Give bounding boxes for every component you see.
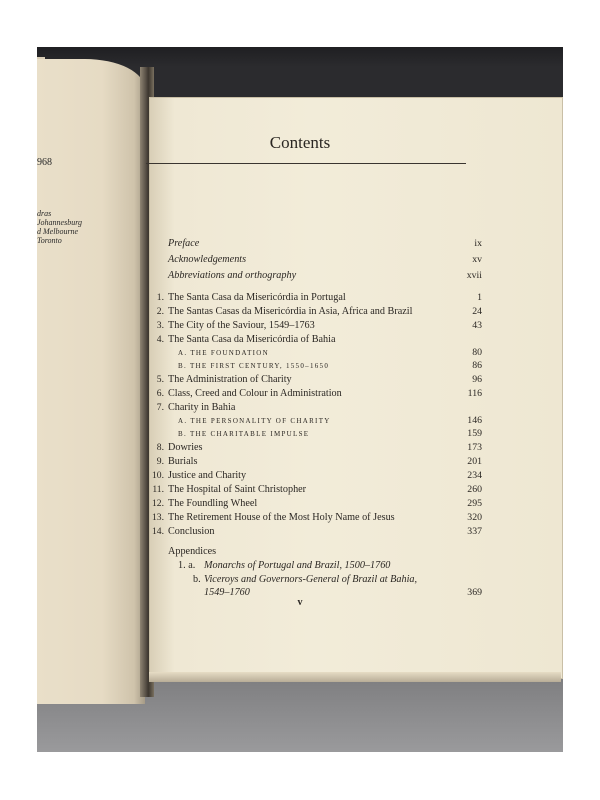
entry-number: 14. xyxy=(152,526,164,537)
entry-number: 4. xyxy=(156,334,164,345)
entry-page: 1 xyxy=(477,292,482,303)
toc-subentry xyxy=(150,428,482,442)
entry-page: xv xyxy=(472,254,482,265)
toc-subentry xyxy=(150,415,482,429)
toc-subentry xyxy=(150,347,482,361)
entry-page: 295 xyxy=(467,498,482,509)
entry-page: 234 xyxy=(467,470,482,481)
toc-entry xyxy=(150,546,482,560)
toc-entry xyxy=(150,442,482,456)
title-rule xyxy=(146,163,466,164)
entry-page: xvii xyxy=(466,270,482,281)
entry-title: Conclusion xyxy=(168,526,215,537)
entry-page: 146 xyxy=(467,415,482,426)
entry-title: Justice and Charity xyxy=(168,470,247,481)
entry-title: Abbreviations and orthography xyxy=(168,270,297,281)
entry-title: The Foundling Wheel xyxy=(168,498,258,509)
entry-title: Charity in Bahia xyxy=(168,402,236,413)
toc-entry xyxy=(150,254,482,268)
entry-title: The Hospital of Saint Christopher xyxy=(168,484,307,495)
entry-title: The Retirement House of the Most Holy Name of Jesus xyxy=(168,512,395,523)
entry-page: 159 xyxy=(467,428,482,439)
entry-number: 12. xyxy=(152,498,164,509)
toc-subentry xyxy=(150,560,482,574)
entry-title: Viceroys and Governors-General of Brazil at Bahia, xyxy=(204,574,418,585)
page-number: v xyxy=(297,597,303,608)
entry-page: 173 xyxy=(467,442,482,453)
toc-entry xyxy=(150,498,482,512)
imprint-line: Toronto xyxy=(37,236,62,245)
toc-entry xyxy=(150,402,482,416)
entry-number: 1. xyxy=(156,292,164,303)
appendices-heading: Appendices xyxy=(168,546,217,557)
toc-entry xyxy=(150,512,482,526)
subentry-title: B. THE CHARITABLE IMPULSE xyxy=(178,430,310,438)
toc-entry xyxy=(150,526,482,540)
subentry-title: B. THE FIRST CENTURY, 1550–1650 xyxy=(178,362,330,370)
entry-number: 7. xyxy=(156,402,164,413)
toc-entry xyxy=(150,292,482,306)
toc-entry xyxy=(150,484,482,498)
entry-title: Acknowledgements xyxy=(168,254,247,265)
imprint-line: Johannesburg xyxy=(37,218,83,227)
entry-page: 369 xyxy=(467,587,482,598)
subentry-title: A. THE PERSONALITY OF CHARITY xyxy=(178,417,331,425)
entry-title: The Administration of Charity xyxy=(168,374,292,385)
entry-page: 260 xyxy=(467,484,482,495)
subentry-title: A. THE FOUNDATION xyxy=(178,349,269,357)
entry-page: 96 xyxy=(472,374,482,385)
toc-entry xyxy=(150,388,482,402)
toc-entry xyxy=(150,456,482,470)
entry-page: 24 xyxy=(472,306,482,317)
entry-number: b. xyxy=(193,574,201,585)
entry-page: 80 xyxy=(472,347,482,358)
entry-page: 116 xyxy=(467,388,482,399)
left-page-year: 968 xyxy=(37,157,52,168)
entry-number: 9. xyxy=(156,456,164,467)
entry-number: 1. a. xyxy=(178,560,196,571)
entry-number: 5. xyxy=(156,374,164,385)
entry-number: 13. xyxy=(152,512,164,523)
entry-number: 3. xyxy=(156,320,164,331)
toc-entry xyxy=(150,320,482,334)
toc-entry xyxy=(150,306,482,320)
entry-page: 86 xyxy=(472,360,482,371)
entry-title: Burials xyxy=(168,456,198,467)
entry-title: The Santa Casa da Misericórdia of Bahia xyxy=(168,334,336,345)
toc-entry xyxy=(150,270,482,284)
imprint-line: d Melbourne xyxy=(37,227,79,236)
entry-number: 10. xyxy=(152,470,164,481)
page-title: Contents xyxy=(269,133,331,152)
entry-page: 337 xyxy=(467,526,482,537)
entry-page: 201 xyxy=(467,456,482,467)
entry-title: Dowries xyxy=(168,442,203,453)
entry-page: ix xyxy=(474,238,482,249)
entry-title: Class, Creed and Colour in Administration xyxy=(168,388,342,399)
entry-page: 43 xyxy=(472,320,482,331)
entry-title: Monarchs of Portugal and Brazil, 1500–1760 xyxy=(204,560,391,571)
entry-number: 8. xyxy=(156,442,164,453)
entry-title: The Santas Casas da Misericórdia in Asia, Africa and Brazil xyxy=(168,306,413,317)
entry-page: 320 xyxy=(467,512,482,523)
imprint-line: dras xyxy=(37,209,52,218)
entry-title-continued: 1549–1760 xyxy=(204,587,250,598)
entry-title: The Santa Casa da Misericórdia in Portugal xyxy=(168,292,346,303)
toc-entry xyxy=(150,238,482,252)
entry-title: Preface xyxy=(168,238,200,249)
toc-subentry xyxy=(150,360,482,374)
toc-entry xyxy=(150,470,482,484)
toc-entry xyxy=(150,334,482,348)
entry-number: 2. xyxy=(156,306,164,317)
entry-number: 11. xyxy=(152,484,164,495)
entry-number: 6. xyxy=(156,388,164,399)
entry-title: The City of the Saviour, 1549–1763 xyxy=(168,320,315,331)
toc-entry xyxy=(150,374,482,388)
toc-subentry xyxy=(150,574,482,588)
